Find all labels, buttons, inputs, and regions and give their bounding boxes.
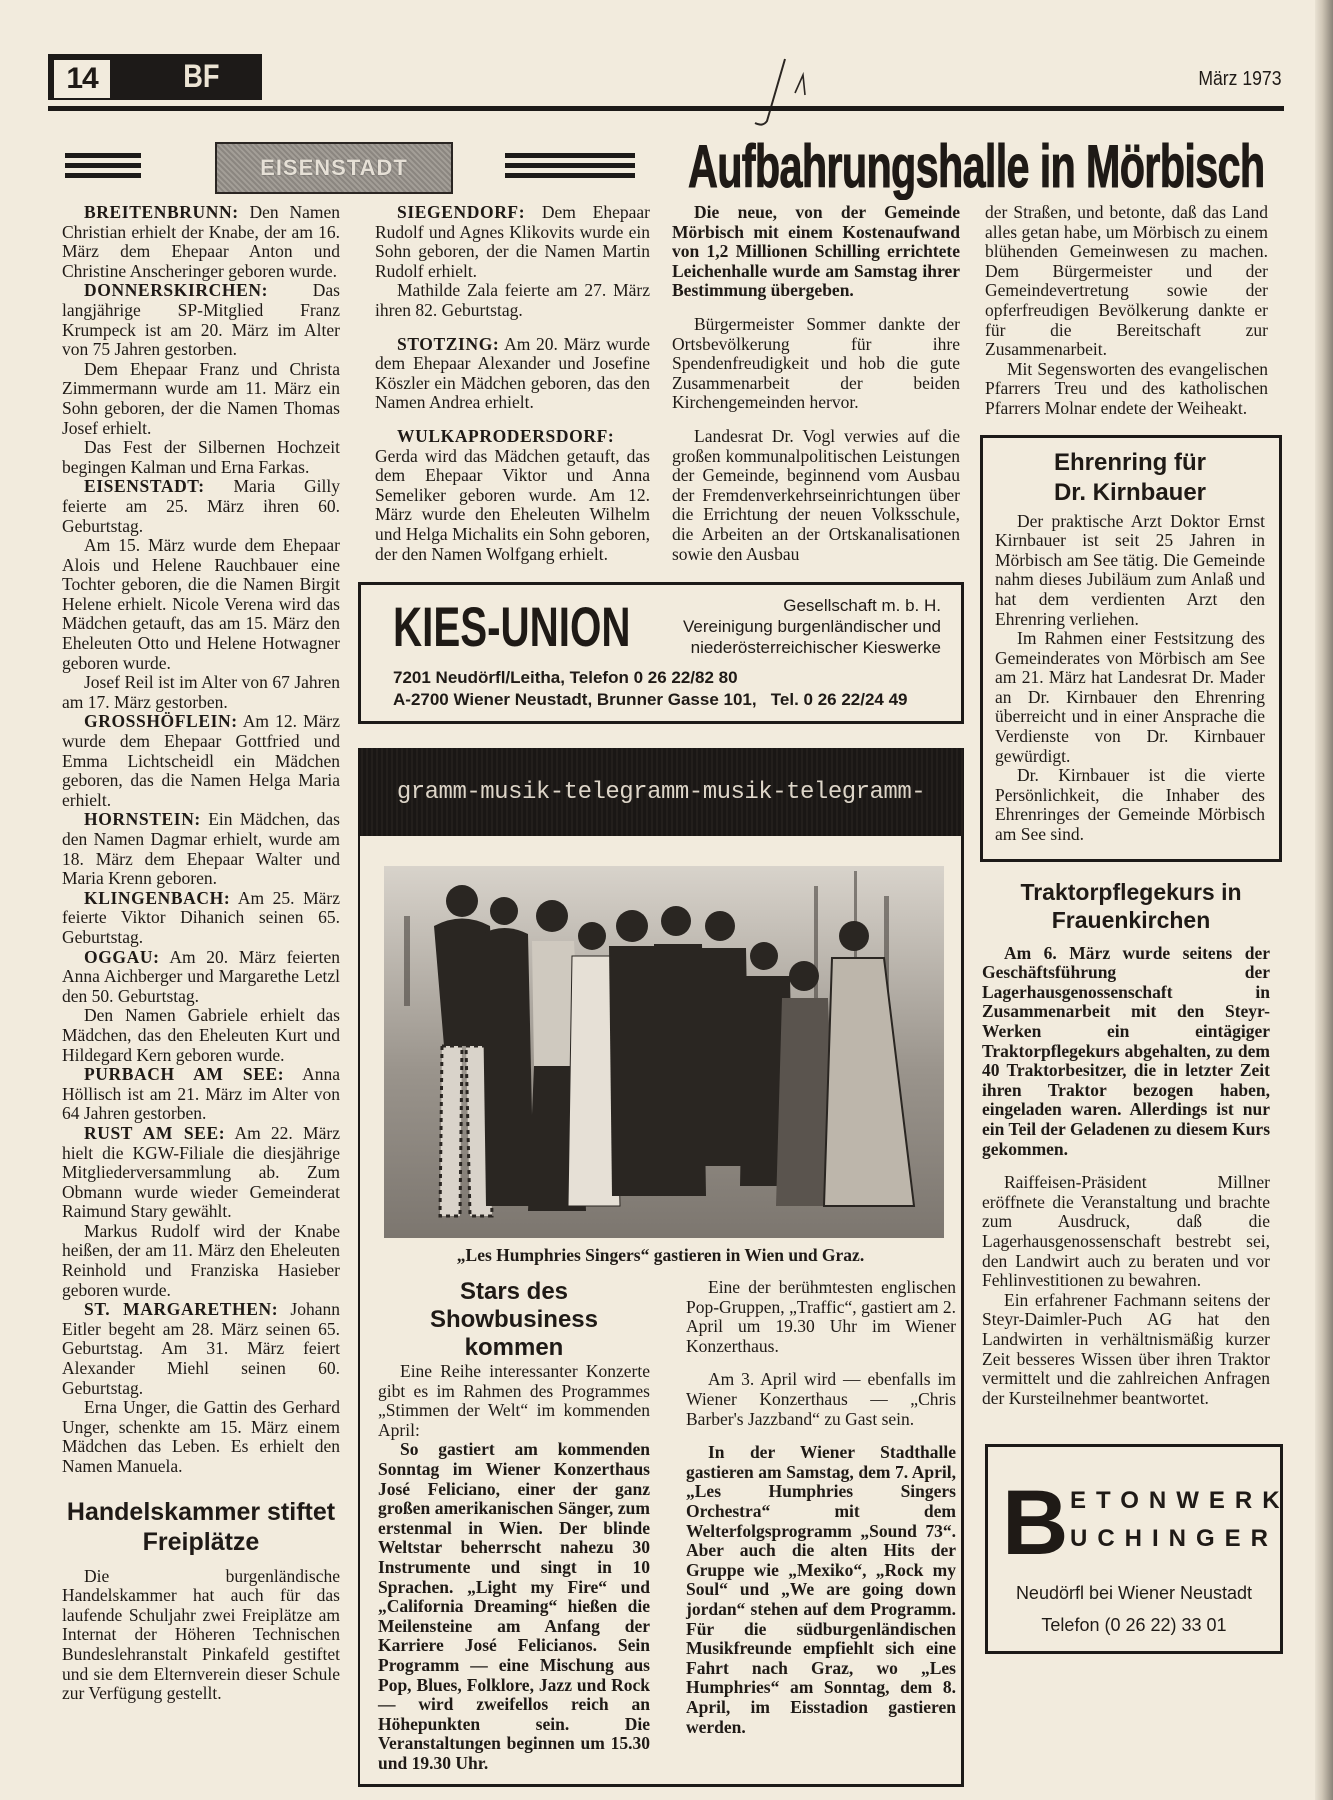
handwritten-mark (745, 55, 825, 130)
headline-showbusiness (378, 1278, 650, 1362)
ehrenring-box (980, 435, 1282, 862)
paragraph (62, 1006, 340, 1065)
paragraph-text: Am 12. März wurde dem Ehepaar Gottfried und Emma Lichtscheidl ein Mädchen geboren, das die Namen Helga Maria erhielt. (62, 711, 340, 810)
ad-initial-letter: B (1002, 1472, 1069, 1575)
place-name: ST. MARGARETHEN: (84, 1299, 279, 1320)
paragraph (62, 1398, 340, 1476)
paragraph (375, 281, 650, 320)
paragraph-text: Den Namen Christian erhielt der Knabe, der am 16. März dem Ehepaar Anton und Christine Anscheringer geboren wurde. (62, 202, 340, 281)
paragraph (62, 536, 340, 673)
paragraph-text: der Straßen, und betonte, daß das Land alles getan habe, um Mörbisch zu einem blühenden Gemeinwesen zu machen. Dem Bürgermeister und der Gemeindevertretung sowie der opferfreudigen Bevölkerung dankte er für die Bereitschaft zur Zusammenarbeit. (985, 202, 1268, 360)
ad-top-row (393, 595, 941, 659)
headline-line: Freiplätze (142, 1527, 260, 1556)
paragraph (982, 1173, 1270, 1291)
place-name: DONNERSKIRCHEN: (84, 280, 269, 301)
paragraph (378, 1362, 650, 1440)
paragraph-text: Am 20. März feierten Anna Aichberger und Margarethe Letzl den 50. Geburtstag. (62, 946, 340, 1006)
paragraph-text: Bürgermeister Sommer dankte der Ortsbevölkerung für ihre Spendenfreudigkeit und hob die gute Zusammenarbeit der beiden Kirchengemeinden hervor. (672, 313, 960, 413)
paragraph (982, 1291, 1270, 1409)
place-name: BREITENBRUNN: (84, 202, 239, 222)
paragraph (62, 1124, 340, 1222)
paragraph (62, 673, 340, 712)
photo-caption: „Les Humphries Singers“ gastieren in Wien und Graz. (456, 1245, 865, 1266)
paragraph-text: Eine der berühmtesten englischen Pop-Gruppen, „Traffic“, gastiert am 2. April um 19.30 Uhr im Wiener Konzerthaus. (686, 1277, 956, 1356)
headline-line: Showbusiness kommen (429, 1306, 599, 1362)
music-section-frame (358, 836, 964, 1786)
headline-line: Stars des (459, 1278, 569, 1306)
ad-kies-union (358, 582, 964, 724)
place-name: STOTZING: (397, 333, 500, 354)
ad-text: A-2700 Wiener Neustadt, Brunner Gasse 101, Tel. 0 26 22/24 49 (393, 690, 908, 710)
paragraph-text: Das Fest der Silbernen Hochzeit begingen Kalman und Erna Farkas. (62, 437, 340, 477)
article-moerbisch-continued (985, 203, 1268, 419)
band-photo (384, 866, 944, 1238)
decorative-lines (65, 153, 141, 179)
music-column-left (378, 1278, 650, 1773)
paragraph-text: Den Namen Gabriele erhielt das Mädchen, das den Eheleuten Kurt und Hildegard Kern geboren wurde. (62, 1005, 340, 1065)
ad-brand-line1: ETONWERK (1070, 1487, 1290, 1515)
paragraph (686, 1278, 956, 1356)
paragraph-text: Maria Gilly feierte am 25. März ihren 60. Geburtstag. (62, 476, 340, 536)
place-name: WULKAPRODERSDORF: (397, 425, 615, 446)
paragraph-text: Anna Höllisch ist am 21. März im Alter von 64 Jahren gestorben. (62, 1064, 340, 1124)
paragraph-text: In der Wiener Stadthalle gastieren am Samstag, dem 7. April, „Les Humphries Singers Orchestra“ mit dem Welterfolgsprogramm „Sound 73“. Aber auch die alten Hits der Gruppe wie „Mexiko“, „Rock my Soul“ und „We are going down jordan“ stehen auf dem Programm. Für die südburgenländischen Musikfreunde empfiehlt sich eine Fahrt nach Graz, wo „Les Humphries“ am Sonntag, dem 8. April, im Eisstadion gastieren werden. (686, 1442, 956, 1737)
paragraph-text: Am 6. März wurde seitens der Geschäftsführung der Lagerhausgenossenschaft in Zusammenarbeit mit den Steyr-Werken ein eintägiger Traktorpflegekurs abgehalten, zu dem 40 Traktorbesitzer, die in letzter Zeit ihren Traktor bezogen haben, eingeladen waren. Allerdings ist nur ein Teil der Geladenen zu diesem Kurs gekommen. (982, 942, 1270, 1159)
ad-contact (988, 1577, 1280, 1641)
music-column-right (686, 1278, 956, 1737)
place-name: SIEGENDORF: (397, 202, 526, 222)
middle-region (358, 203, 964, 1787)
ad-brand-name: KIES-UNION (393, 595, 631, 659)
paragraph (982, 944, 1270, 1160)
paragraph-text: Gerda wird das Mädchen getauft, das dem Ehepaar Viktor und Anna Semeliker geboren wurde. Am 12. März wurde den Eheleuten Wilhelm und Helga Michalits ein Sohn geboren, der den Namen Wolfgang erhielt. (375, 445, 650, 564)
ad-phone: Telefon (0 26 22) 33 01 (1041, 1615, 1227, 1636)
paragraph (62, 360, 340, 438)
paragraph (985, 360, 1268, 419)
paragraph (375, 203, 650, 281)
place-name: RUST AM SEE: (84, 1122, 226, 1143)
paragraph-text: Landesrat Dr. Vogl verwies auf die großen kommunalpolitischen Leistungen der Gemeinde, beginnend vom Ausbau der Fremdenverkehrseinrichtungen über die Errichtung der neuen Volksschule, die Arbeiten an der Ortskanalisationen sowie den Ausbau (672, 425, 960, 564)
header-rule (48, 106, 1284, 111)
middle-top-columns (358, 203, 964, 564)
ad-location: Neudörfl bei Wiener Neustadt (1015, 1583, 1253, 1604)
article-moerbisch-body (672, 315, 960, 564)
headline-line: Dr. Kirnbauer (1053, 478, 1207, 506)
paragraph (672, 315, 960, 413)
region-banner: EISENSTADT (215, 142, 453, 194)
place-name: EISENSTADT: (84, 476, 205, 497)
headline-line: Traktorpflegekurs in (1020, 878, 1242, 905)
place-name: KLINGENBACH: (84, 887, 231, 908)
headline-handelskammer (62, 1497, 340, 1557)
paragraph (375, 427, 650, 564)
section-label: BF (183, 58, 220, 94)
column-eisenstadt-news (62, 203, 340, 1477)
ad-brand-line2: UCHINGER (1070, 1525, 1279, 1553)
ad-text: 7201 Neudörfl/Leitha, Telefon 0 26 22/82 80 (393, 668, 738, 688)
paragraph (375, 335, 650, 413)
paragraph (995, 766, 1265, 844)
paragraph (378, 1440, 650, 1773)
paragraph-text: So gastiert am kommenden Sonntag im Wiener Konzerthaus José Feliciano, einer der ganz großen amerikanischen Sänger, zum erstenmal in Wien. Der blinde Weltstar beherrscht nahezu 30 Instrumente und singt in 10 Sprachen. „Light my Fire“ und „California Dreaming“ hießen die Meilensteine am Anfang der Karriere José Felicianos. Sein Programm — eine Mischung aus Pop, Blues, Folklore, Jazz und Rock — wird zweifellos reich an Höhepunkten sein. Die Veranstaltungen beginnen um 15.30 und 19.30 Uhr. (378, 1439, 650, 1773)
paragraph (672, 203, 960, 301)
headline-line: Handelskammer stiftet (66, 1497, 336, 1526)
headline-moerbisch: Aufbahrungshalle in Mörbisch (688, 133, 1265, 200)
place-name: PURBACH AM SEE: (84, 1064, 285, 1085)
headline-line: Ehrenring für (1053, 448, 1206, 476)
article-traktor-lead (982, 944, 1270, 1160)
paragraph-text: Raiffeisen-Präsident Millner eröffnete die Veranstaltung und brachte zum Ausdruck, daß die Lagerhausgenossenschaft bestrebt sei, den Landwirt auch zu beraten und vor Fehlinvestitionen zu bewahren. (982, 1172, 1270, 1291)
paragraph-text: Das langjährige SP-Mitglied Franz Krumpeck ist am 20. März im Alter von 75 Jahren gestorben. (62, 280, 340, 360)
paragraph (985, 203, 1268, 360)
paragraph-text: Eine Reihe interessanter Konzerte gibt es im Rahmen des Programmes „Stimmen der Welt“ im kommenden April: (378, 1361, 650, 1440)
article-ehrenring-body (995, 512, 1265, 845)
article-showbusiness-humphries (686, 1443, 956, 1737)
article-moerbisch-lead (672, 203, 960, 301)
place-name: OGGAU: (84, 946, 160, 967)
column-4 (980, 202, 1290, 1654)
column-1 (62, 203, 340, 1704)
scan-page-edge (1315, 0, 1333, 1800)
column-eisenstadt-continued (375, 203, 650, 564)
article-showbusiness-feliciano (378, 1440, 650, 1773)
paragraph (995, 629, 1265, 766)
paragraph (62, 1300, 340, 1398)
paragraph-text: Der praktische Arzt Doktor Ernst Kirnbauer ist seit 25 Jahren in Mörbisch am See tätig. Die Gemeinde nahm dieses Jubiläum zum Anlaß und hat dem verdienten Arzt den Ehrenring verliehen. (995, 510, 1265, 629)
ad-text: niederösterreichischer Kieswerke (690, 638, 941, 658)
paragraph (62, 948, 340, 1007)
paragraph-text: Die neue, von der Gemeinde Mörbisch mit einem Kostenaufwand von 1,2 Millionen Schilling errichtete Leichenhalle wurde am Samstag ihrer Bestimmung übergeben. (672, 202, 960, 301)
paragraph-text: Johann Eitler begeht am 28. März seinen 65. Geburtstag. Am 31. März feiert Alexander Miehl seinen 60. Geburtstag. (62, 1299, 340, 1398)
paragraph-text: Die burgenländische Handelskammer hat auch für das laufende Schuljahr zwei Freiplätze am Internat der Höheren Technischen Bundeslehranstalt Pinkafeld gestiftet und sie dem Elternverein dieser Schule zur Verfügung gestellt. (62, 1565, 340, 1704)
paragraph (62, 1065, 340, 1124)
issue-date: März 1973 (1197, 68, 1281, 90)
ad-description (648, 595, 941, 658)
paragraph-text: Im Rahmen einer Festsitzung des Gemeinderates von Mörbisch am See am 21. März hat Landesrat Dr. Mader an Dr. Kirnbauer den Ehrenring überreicht und in einer Ansprache die Verdienste von Dr. Kirnbauer gewürdigt. (995, 628, 1265, 766)
paragraph-text: Josef Reil ist im Alter von 67 Jahren am 17. März gestorben. (62, 672, 340, 712)
paragraph (62, 203, 340, 281)
paragraph-text: Am 3. April wird — ebenfalls im Wiener Konzerthaus — „Chris Barber's Jazzband“ zu Gast sein. (686, 1369, 956, 1429)
paragraph (62, 438, 340, 477)
paragraph (62, 810, 340, 888)
ad-betonwerk (985, 1444, 1290, 1654)
paragraph-text: Am 25. März feierte Viktor Dihanich seinen 65. Geburtstag. (62, 887, 340, 947)
decorative-lines (505, 153, 635, 179)
paragraph (62, 281, 340, 359)
article-handelskammer-body (62, 1567, 340, 1704)
article-moerbisch (672, 203, 960, 564)
music-telegram-banner: gramm-musik-telegramm-musik-telegramm- (358, 748, 964, 836)
paragraph-text: Am 20. März wurde dem Ehepaar Alexander und Josefine Köszler ein Mädchen geboren, das den Namen Andrea erhielt. (375, 333, 650, 413)
paragraph (62, 1567, 340, 1704)
paragraph-text: Dem Ehepaar Rudolf und Agnes Klikovits wurde ein Sohn geboren, der die Namen Martin Rudolf erhielt. (375, 202, 650, 281)
place-name: HORNSTEIN: (84, 809, 201, 830)
article-showbusiness-intro (378, 1362, 650, 1440)
article-showbusiness-continued (686, 1278, 956, 1429)
headline-line: Frauenkirchen (1051, 906, 1211, 933)
paragraph-text: Markus Rudolf wird der Knabe heißen, der am 11. März den Eheleuten Reinhold und Franziska Hasieber geboren wurde. (62, 1220, 340, 1300)
paragraph-text: Ein erfahrener Fachmann seitens der Steyr-Daimler-Puch AG hat den Landwirten in verhältnismäßig kurzer Zeit besseres Wissen über ihren Traktor vermittelt und die zahlreichen Anfragen der Kursteilnehmer beantwortet. (982, 1289, 1270, 1408)
music-columns (360, 1278, 961, 1773)
paragraph (995, 512, 1265, 630)
paragraph-text: Dem Ehepaar Franz und Christa Zimmermann wurde am 11. März ein Sohn geboren, der die Namen Thomas Josef erhielt. (62, 358, 340, 438)
paragraph-text: Mathilde Zala feierte am 27. März ihren 82. Geburtstag. (375, 280, 650, 320)
headline-ehrenring (995, 448, 1265, 508)
paragraph-text: Ein Mädchen, das den Namen Dagmar erhielt, wurde am 18. März dem Ehepaar Walter und Maria Krenn geboren. (62, 809, 340, 889)
paragraph (62, 712, 340, 810)
paragraph (62, 889, 340, 948)
paragraph (686, 1370, 956, 1429)
ad-text: Gesellschaft m. b. H. (783, 596, 941, 616)
paragraph-text: Am 15. März wurde dem Ehepaar Alois und Helene Rauchbauer eine Tochter geboren, die die Namen Birgit Helene erhielt. Nicole Verena wird das Mädchen getauft, das am 15. März den Eheleuten Otto und Helene Hotwagner geboren wurde. (62, 535, 340, 673)
ad-text: Vereinigung burgenländischer und (682, 617, 941, 637)
place-name: GROSSHÖFLEIN: (84, 711, 238, 732)
paragraph-text: Am 22. März hielt die KGW-Filiale die diesjährige Mitgliederversammlung ab. Zum Obmann wurde wieder Gemeinderat Raimund Stary gewählt. (62, 1122, 340, 1222)
ad-address (393, 667, 941, 711)
article-traktor-body (982, 1159, 1270, 1408)
paragraph (672, 427, 960, 564)
paragraph-text: Mit Segensworten des evangelischen Pfarrers Treu und des katholischen Pfarrers Molnar endete der Weiheakt. (985, 358, 1268, 418)
paragraph (62, 1222, 340, 1300)
paragraph (62, 477, 340, 536)
paragraph (686, 1443, 956, 1737)
ad-brand-wrap (393, 595, 648, 659)
page-number: 14 (52, 58, 112, 100)
paragraph-text: Erna Unger, die Gattin des Gerhard Unger, schenkte am 15. März einem Mädchen das Leben. Es erhielt den Namen Manuela. (62, 1397, 340, 1476)
paragraph-text: Dr. Kirnbauer ist die vierte Persönlichkeit, die Inhaber des Ehrenringes der Gemeinde Mörbisch am See sind. (995, 765, 1265, 845)
headline-traktor (980, 878, 1282, 934)
